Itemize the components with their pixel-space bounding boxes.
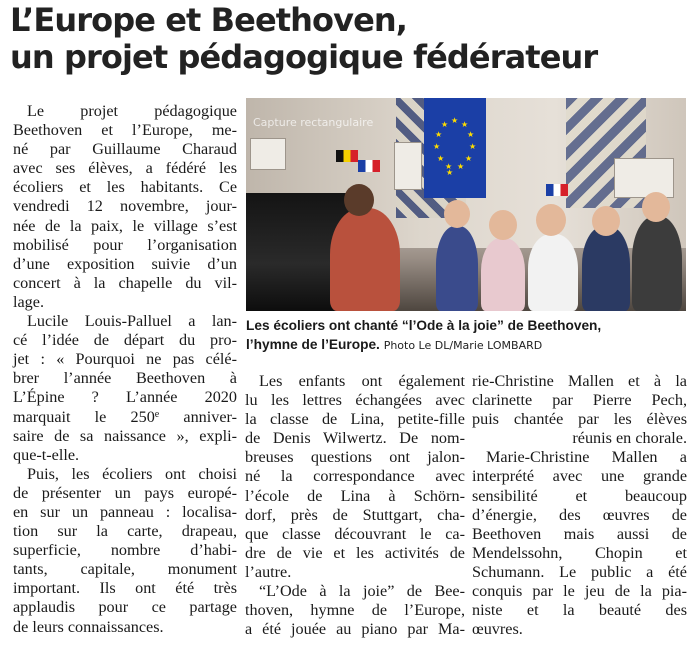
- child: [481, 238, 525, 311]
- text-line: œuvres.: [472, 620, 523, 639]
- text-line: “L’Ode à la joie” de Bee-: [259, 582, 465, 601]
- headline-line-2: un projet pédagogique fédérateur: [10, 38, 598, 76]
- text-line: superficie, nombre d’habi-: [13, 541, 237, 560]
- text-line: que classe découvrant le ca-: [245, 524, 465, 543]
- text-line: d’une exposition suivie d’un: [13, 254, 237, 273]
- text-line: a été jouée au piano par Ma-: [245, 620, 465, 639]
- belgium-flag: [336, 150, 358, 162]
- text-line: applaudis pour ce partage: [13, 598, 237, 617]
- france-flag: [546, 184, 568, 196]
- text-line: de présenter un pays europé-: [13, 483, 237, 502]
- text-line: concert à la chapelle du vil-: [13, 273, 237, 292]
- text-line-with-superscript: marquait le 250e anniver-: [13, 407, 238, 426]
- headline-line-1: L’Europe et Beethoven,: [10, 1, 408, 39]
- text-line: Schumann. Le public a été: [472, 562, 687, 581]
- text-line: saire de sa naissance », expli-: [13, 426, 237, 445]
- child: [436, 226, 478, 311]
- child-head: [444, 200, 470, 228]
- text-line: lu les lettres échangées avec: [245, 391, 465, 410]
- text-line: puis chantée par les élèves: [472, 410, 687, 429]
- text-line: interprété avec une grande: [472, 467, 687, 486]
- text-line: né la correspondance avec: [245, 467, 465, 486]
- article-column-3: [472, 372, 687, 639]
- text-line: niste et la beauté des: [472, 601, 687, 620]
- text-line: de Denis Wilwertz. De nom-: [245, 429, 465, 448]
- text-line: clarinette par Pierre Pech,: [472, 391, 687, 410]
- conductor: [330, 208, 400, 311]
- text-line: avec ses élèves, a fédéré les: [13, 159, 237, 178]
- article-column-1: [13, 102, 237, 637]
- child-head: [642, 192, 670, 222]
- text-line: lage.: [13, 292, 45, 311]
- text-line: l’autre.: [245, 562, 292, 581]
- text-line: Beethoven et l’Europe, me-: [13, 121, 237, 140]
- text-line: thoven, hymne de l’Europe,: [245, 601, 465, 620]
- text-line: sensibilité et beaucoup: [472, 486, 687, 505]
- text-line: Mendelssohn, Chopin et: [472, 543, 687, 562]
- child: [528, 234, 578, 311]
- text-line: jet : « Pourquoi ne pas célé-: [13, 350, 237, 369]
- text-line: conquis par le jeu de la pia-: [472, 582, 687, 601]
- caption-line-1: Les écoliers ont chanté “l’Ode à la joie” de Beethoven,: [246, 318, 602, 333]
- text-line: réunis en chorale.: [572, 429, 687, 448]
- photo-caption: [246, 316, 690, 355]
- caption-line-2: l’hymne de l’Europe.: [246, 337, 380, 352]
- text-line: tants, capitale, monument: [13, 560, 237, 579]
- text-line: la classe de Lina, petite-fille: [245, 410, 465, 429]
- photo-watermark: Capture rectangulaire: [253, 116, 374, 129]
- text-line: Les enfants ont également: [259, 372, 465, 390]
- child-head: [592, 206, 620, 236]
- text-line: vendredi 12 novembre, jour-: [13, 197, 237, 216]
- child-head: [536, 204, 566, 236]
- text-line: dre de vie et les activités de: [245, 543, 465, 562]
- text-line: brer l’année Beethoven à: [13, 369, 237, 388]
- child: [632, 216, 682, 311]
- text-line: rie-Christine Mallen et à la: [472, 372, 687, 390]
- child: [582, 226, 630, 311]
- text-line: Le projet pédagogique: [27, 102, 237, 120]
- text-line: cé l’idée de départ du pro-: [13, 331, 237, 350]
- text-line: de leurs connaissances.: [13, 617, 164, 636]
- text-line: Lucile Louis-Palluel a lan-: [27, 312, 237, 331]
- text-line: né par Guillaume Charaud: [13, 140, 237, 159]
- text-line: dorf, près de Stuttgart, cha-: [245, 505, 465, 524]
- text-line: mobilisé pour l’organisation: [13, 235, 237, 254]
- text-line: d’énergie, des œuvres de: [472, 505, 687, 524]
- text-line: important. Ils ont été très: [13, 579, 237, 598]
- article-photo: [246, 98, 686, 311]
- text-line: Beethoven mais aussi de: [472, 524, 687, 543]
- text-line: l’école de Lina à Schörn-: [245, 486, 465, 505]
- france-flag: [358, 160, 380, 172]
- text-line: écoliers et les habitants. Ce: [13, 178, 237, 197]
- text-line: née de la paix, le village s’est: [13, 216, 237, 235]
- poster: [614, 158, 674, 198]
- text-line: Puis, les écoliers ont choisi: [27, 464, 237, 483]
- article-column-2: [245, 372, 465, 639]
- text-line: tion sur la carte, drapeau,: [13, 522, 237, 541]
- text-line: L’Épine ? L’année 2020: [13, 388, 237, 407]
- photo-credit: Photo Le DL/Marie LOMBARD: [383, 339, 543, 352]
- eu-flag: ★ ★ ★ ★ ★ ★ ★ ★ ★ ★ ★ ★: [424, 98, 486, 198]
- text-line: breuses questions ont jalon-: [245, 448, 465, 467]
- child-head: [489, 210, 517, 240]
- poster: [394, 142, 422, 190]
- text-line: Marie-Christine Mallen a: [486, 448, 687, 467]
- poster: [250, 138, 286, 170]
- superscript: e: [154, 408, 160, 420]
- conductor-head: [344, 184, 374, 216]
- text-line: que-t-elle.: [13, 445, 80, 464]
- text-line: en sur un panneau : localisa-: [13, 502, 237, 521]
- headline: [10, 2, 690, 76]
